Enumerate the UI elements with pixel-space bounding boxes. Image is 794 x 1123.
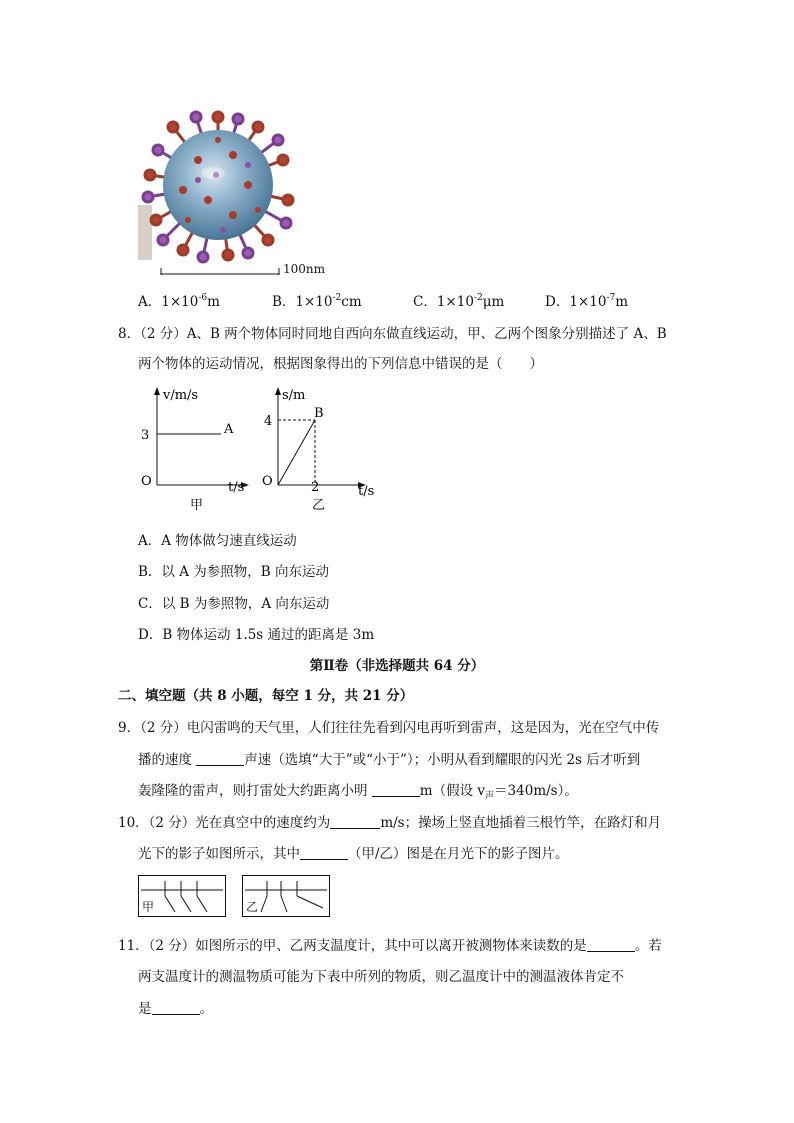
q11-line2: 两支温度计的测温物质可能为下表中所列的物质，则乙温度计中的测温液体肯定不 (138, 969, 624, 985)
graph-yi-y-tick: 4 (264, 414, 273, 429)
q11-blank-2[interactable] (152, 1000, 200, 1015)
q8-option-b: B．以 A 为参照物，B 向东运动 (138, 564, 329, 580)
graph-jia-x-label: t/s (228, 480, 245, 495)
q8-option-a: A．A 物体做匀速直线运动 (138, 533, 297, 549)
q7-option-c: C．$1\times 10^{-2}\mu m$ (413, 293, 505, 310)
graph-jia-caption: 甲 (190, 498, 204, 513)
graph-jia-origin: O (141, 474, 152, 489)
part2-heading: 二、填空题（共 8 小题，每空 1 分，共 21 分） (118, 688, 414, 704)
q7-option-a: A．$1\times 10^{-6}m$ (138, 293, 220, 310)
virus-figure (138, 105, 298, 265)
q8-stem-line1: 8．（2 分）A、B 两个物体同时同地自西向东做直线运动，甲、乙两个图象分别描述了 A、B (118, 326, 667, 342)
q10-line2: 光下的影子如图所示，其中 （甲/乙）图是在月光下的影子图片。 (138, 846, 569, 862)
graph-jia-y-label: v/m/s (163, 388, 199, 403)
q7-option-d: D．$1\times 10^{-7}m$ (545, 293, 628, 310)
graph-yi-x-tick: 2 (311, 480, 320, 495)
q8-option-c: C．以 B 为参照物，A 向东运动 (138, 596, 330, 612)
graph-yi-point-label: B (314, 406, 324, 421)
q9-line1: 9．（2 分）电闪雷鸣的天气里，人们往往先看到闪电再听到雷声，这是因为，光在空气中传 (118, 720, 660, 736)
shadow-box-jia-label: 甲 (142, 900, 155, 914)
q8-stem-line2: 两个物体的运动情况，根据图象得出的下列信息中错误的是（ ） (138, 356, 543, 372)
shadow-box-jia (138, 875, 226, 917)
q11-line3: 是 。 (138, 1001, 213, 1017)
shadow-box-yi-label: 乙 (246, 900, 259, 914)
graph-yi-origin: O (262, 474, 273, 489)
q10-blank-2[interactable] (300, 845, 348, 860)
q9-blank-2[interactable] (372, 782, 420, 797)
q10-line1: 10．（2 分）光在真空中的速度约为 m/s；操场上竖直地插着三根竹竿，在路灯和月 (118, 815, 662, 831)
graph-jia (135, 385, 255, 515)
q8-option-d: D．B 物体运动 1.5s 通过的距离是 3m (138, 627, 375, 643)
q11-blank-1[interactable] (587, 937, 635, 952)
q9-blank-1[interactable] (196, 751, 244, 766)
q7-option-b: B．$1\times 10^{-2}cm$ (272, 293, 362, 310)
graph-yi-y-label: s/m (282, 388, 306, 403)
section2-title: 第Ⅱ卷（非选择题共 64 分） (309, 658, 485, 674)
graph-yi-caption: 乙 (312, 498, 326, 513)
graph-yi (258, 383, 383, 515)
graph-yi-x-label: t/s (358, 484, 375, 499)
scale-bar-label: 100nm (283, 262, 326, 276)
scale-bar (160, 264, 280, 272)
q9-line3: 轰隆隆的雷声，则打雷处大约距离小明 m（假设 $v_声=340m/s$）。 (138, 783, 578, 802)
shadow-box-yi (242, 875, 330, 917)
graph-jia-y-tick: 3 (141, 428, 150, 443)
q11-line1: 11．（2 分）如图所示的甲、乙两支温度计，其中可以离开被测物体来读数的是 。若 (118, 938, 662, 954)
q9-line2: 播的速度 声速（选填“大于”或“小于”）；小明从看到耀眼的闪光 2s 后才听到 (138, 752, 641, 768)
graph-jia-line-label: A (224, 422, 234, 437)
virus-illustration (138, 105, 298, 265)
q10-blank-1[interactable] (330, 814, 380, 829)
